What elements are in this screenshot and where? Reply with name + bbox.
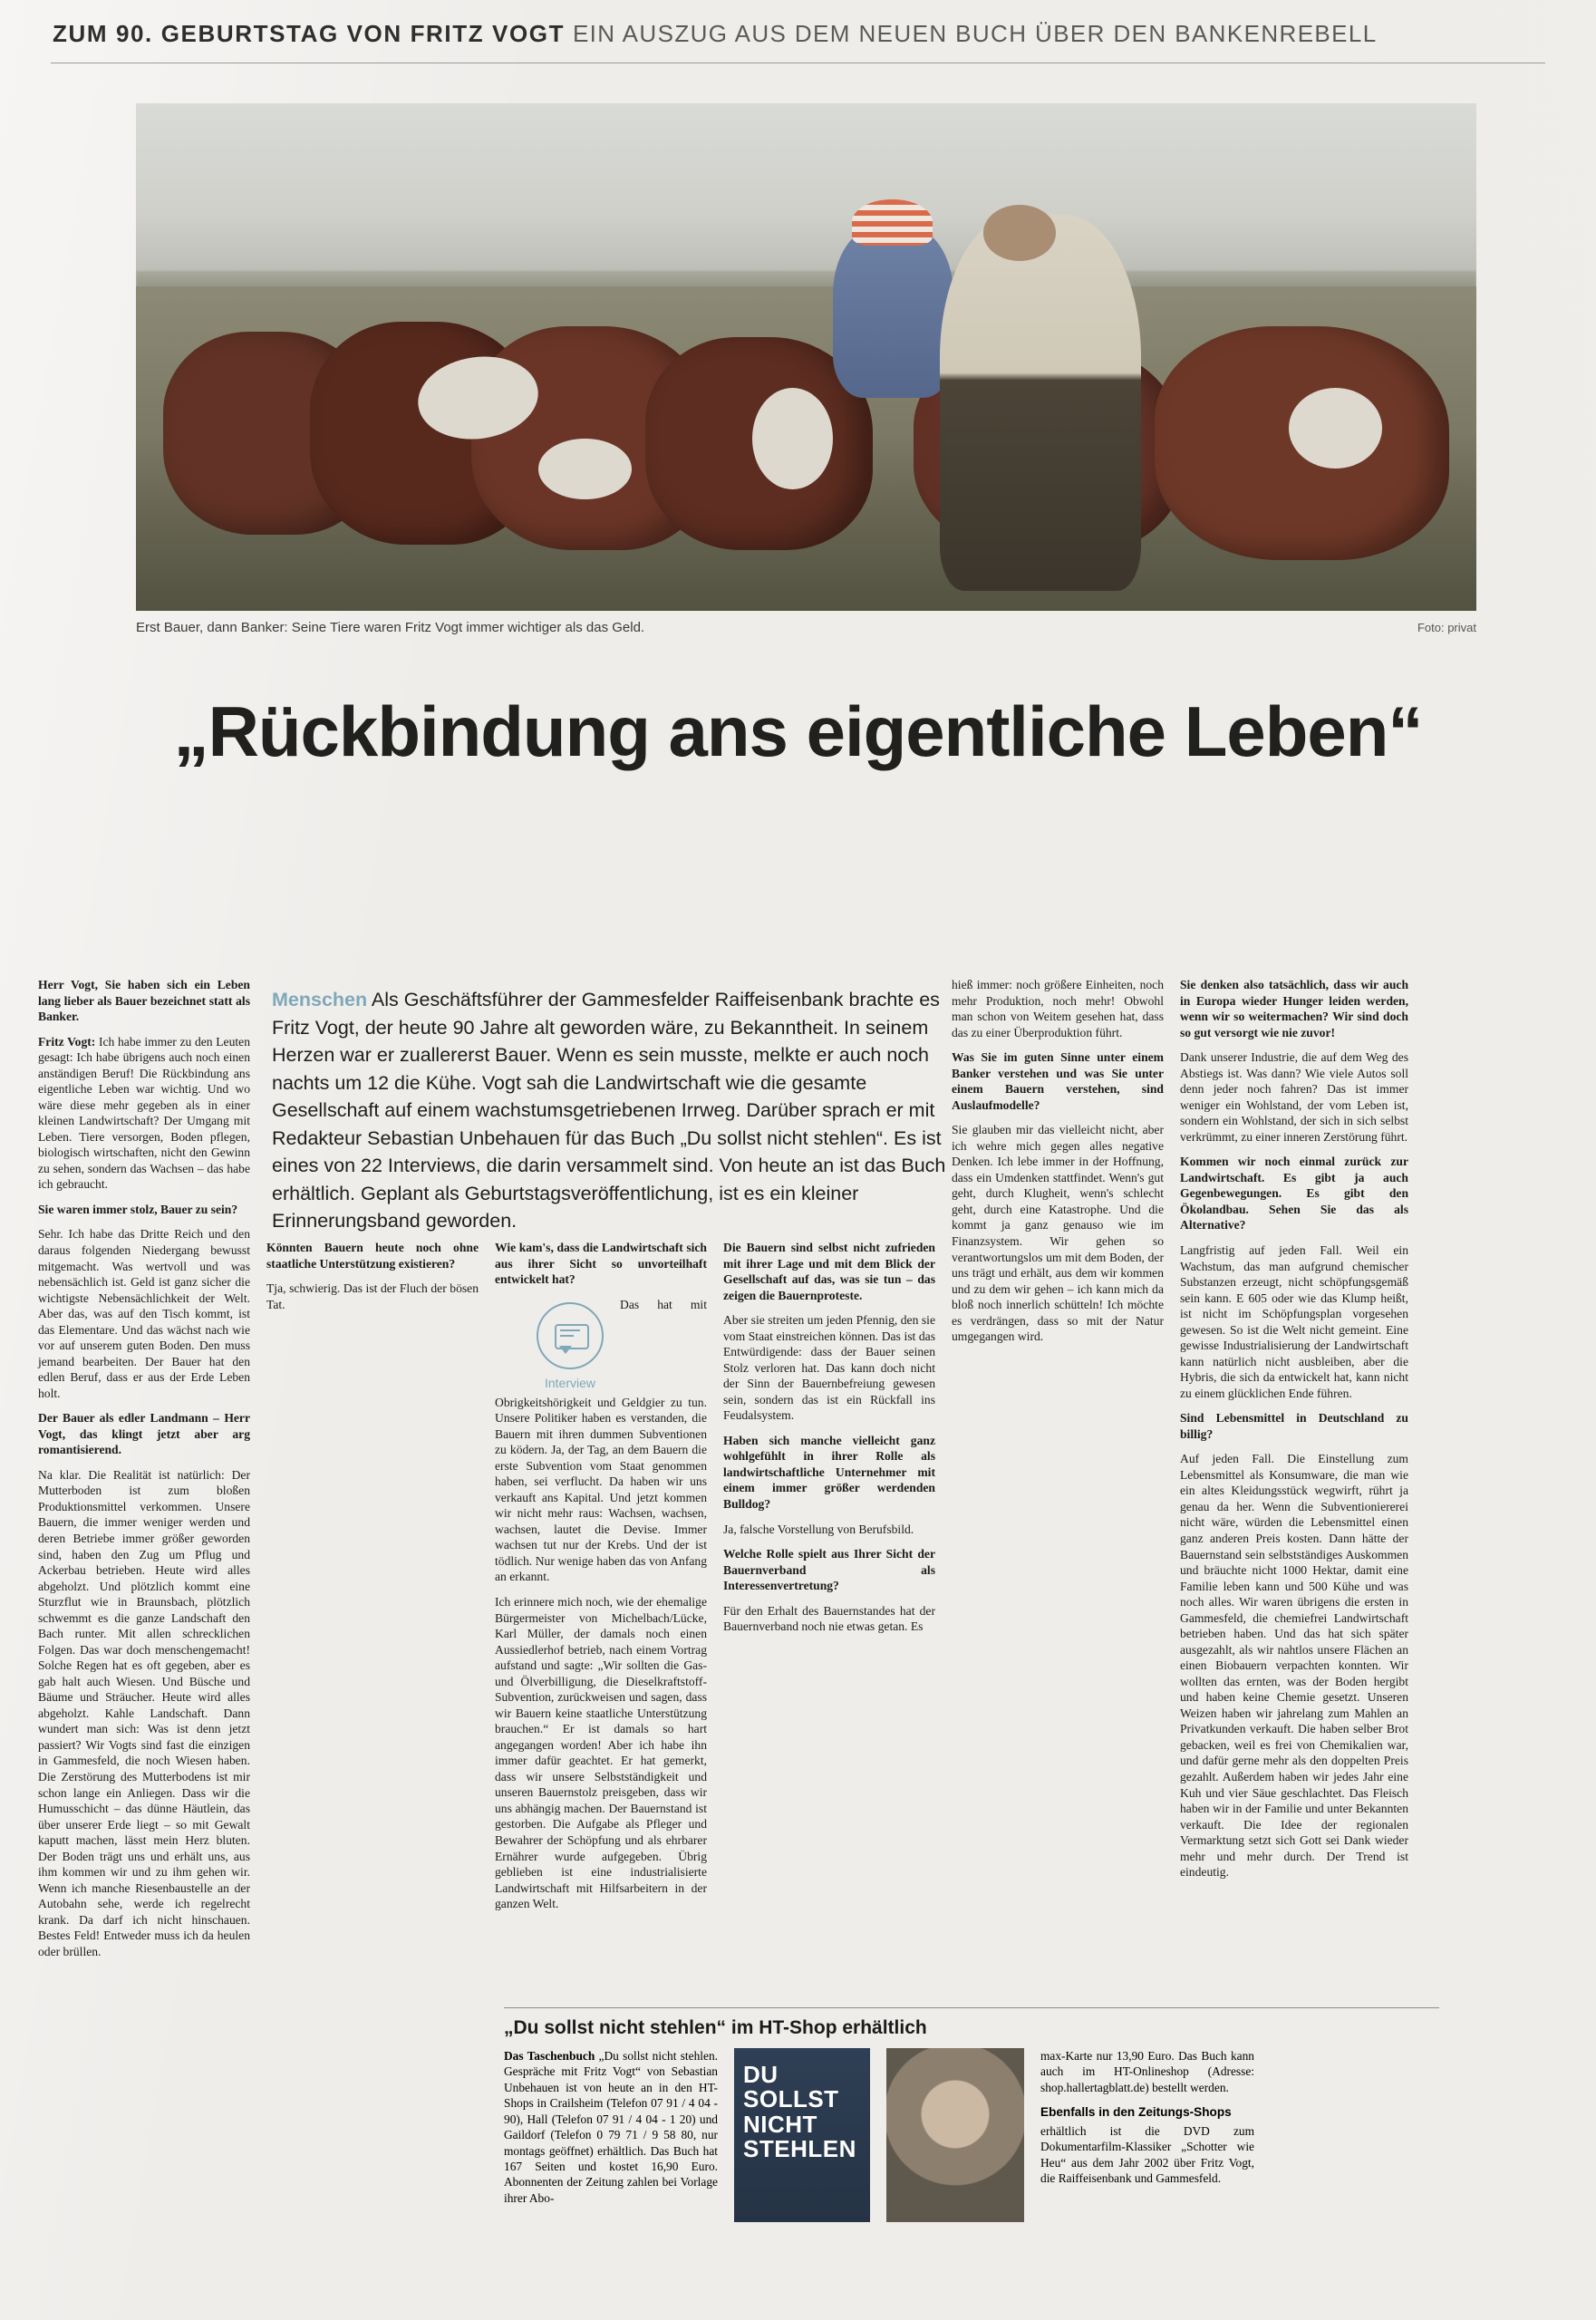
farmer-head	[983, 205, 1056, 261]
interview-badge	[531, 1302, 609, 1391]
kicker-bold: ZUM 90. GEBURTSTAG VON FRITZ VOGT	[53, 20, 566, 47]
question: Haben sich manche vielleicht ganz wohlgefühlt in ihrer Rolle als landwirtschaftliche Unternehmer mit einem immer größer werdenden Bulldog?	[723, 1433, 935, 1511]
answer: Auf jeden Fall. Die Einstellung zum Lebensmittel als Konsumware, die man wie ein altes Kleidungsstück wegwirft, rührt ja genau da her. Wenn die Subventioniererei nicht wäre, würden die Lebensmittel einen ganz anderen Preis kosten. Dann hätte der Bauernstand sein selbstständiges Auskommen und bräuchte nicht 1000 Hektar, damit eine Familie leben kann und 500 Kühe und was noch alles. Wir waren übrigens die ersten in Gammesfeld, die chemiefrei Landwirtschaft betrieben haben. Und das hat sich später ausgezahlt, als wir nahtlos unsere Flächen an einen Biobauern verpachten konnten. Wir wollten das ernten, was der Boden hergibt und haben keine Chemie gesetzt. Unseren Weizen haben wir jahrelang zum Mahlen an Privatkunden verkauft. Die haben selber Brot gebacken, weil es frei von Chemikalien war, und dafür gerne mehr als den doppelten Preis gezahlt. Außerdem haben wir jedes Jahr eine Kuh und vier Säue geschlachtet. Das Fleisch haben wir in der Familie und unter Bekannten verkauft. Die Idee der regionalen Vermarktung setzt sich Gott sei Dank wieder mehr und mehr durch. Der Trend ist eindeutig.	[1180, 1452, 1408, 1880]
author-portrait	[886, 2048, 1024, 2222]
photo-sky	[136, 103, 1476, 286]
shop-info-box	[504, 2007, 1439, 2222]
page-kicker	[38, 20, 1558, 48]
answer: Na klar. Die Realität ist natürlich: Der Mutterboden ist zum bloßen Produktionsmittel verkommen. Unsere Bauern, die immer weniger werden und deren Betriebe immer größer geworden sind, haben den Zug um Pflug und Ackerbau betrieben. Heute wird alles abgeholzt. Und plötzlich kommt eine Sturzflut wie in Braunsbach, plötzlich schwemmt es die ganze Landschaft den Bach runter. Mit allen schrecklichen Folgen. Das war doch menschengemacht! Solche Regen hat es oft gegeben, aber es gab halt auch Wiesen. Und Büsche und Bäume und Sträucher. Heute wird alles abgeholzt. Kahle Landschaft. Dann wundert man sich: Was ist denn jetzt passiert? Wir Vogts sind fast die einzigen in Gammesfeld, die noch Wiesen haben. Die Zerstörung des Mutterbodens ist mir schon lange ein Anliegen. Dass wir die Humusschicht – das dünne Häutlein, das über unserer Erde liegt – so mit Gewalt kaputt machen, lässt mein Herz bluten. Der Boden trägt uns und erhält uns, aus ihm kommen wir und zu ihm gehen wir. Wenn ich manche Riesenbaustelle an der Autobahn sehe, werde ich regelrecht krank. Da darf ich nicht hinschauen. Bestes Feld! Entweder muss ich da heulen oder brüllen.	[38, 1467, 250, 1958]
question: Sie denken also tatsächlich, dass wir auch in Europa wieder Hunger leiden werden, wenn wir so weitermachen? Wir sind doch so gut versorgt wie nie zuvor!	[1180, 978, 1408, 1039]
question: Kommen wir noch einmal zurück zur Landwirtschaft. Es gibt ja auch Gegenbewegungen. Es gibt den Ökolandbau. Sehen Sie das als Alternative?	[1180, 1155, 1408, 1232]
answer	[38, 1034, 250, 1193]
cow-marking	[1289, 388, 1383, 469]
answer: Ja, falsche Vorstellung von Berufsbild.	[723, 1522, 914, 1536]
lead-photo-container	[136, 103, 1476, 665]
child-hat	[852, 199, 933, 245]
answer: Langfristig auf jeden Fall. Weil ein Wachstum, das man aufgrund chemischer Substanzen erzeugt, nicht schöpfungsgemäß sein kann. E 605 oder wie das Klump heißt, ist nicht im Schöpfungsplan vorgesehen gewesen. So ist die Welt nicht gemeint. Eine gewisse Industrialisierung der Landwirtschaft kann natürlich nicht ausbleiben, aber die Hybris, die sich da entwickelt hat, kann nicht zu einem glücklichen Ende führen.	[1180, 1242, 1408, 1400]
question: Der Bauer als edler Landmann – Herr Vogt, das klingt jetzt aber arg romantisierend.	[38, 1411, 250, 1457]
answer: Ich erinnere mich noch, wie der ehemalige Bürgermeister von Michelbach/Lücke, Karl Müller, der damals noch einen Aussiedlerhof betrieb, nach einem Vortrag aufstand und sagte: „Wir sollten die Gas- und Ölverbilligung, die Dieselkraftstoff-Subvention, zurückweisen und sagen, dass wir Bauern keine staatliche Unterstützung brauchen.“ Er ist damals so hart angegangen worden! Aber ich habe ihn immer dafür geachtet. Er hat gemerkt, dass wir unsere Selbstständigkeit und unseren Bauernstolz preisgeben, dass wir uns abhängig machen. Der Bauernstand ist gestorben. Die Aufgabe als Pfleger und Bewahrer der Schöpfung und als ehrbarer Ernährer wurde aufgegeben. Übrig geblieben ist eine industrialisierte Landwirtschaft mit Hilfsarbeitern in der ganzen Welt.	[495, 1595, 707, 1911]
shop-box-lead-in: Das Taschenbuch	[504, 2049, 595, 2063]
shop-box-subheading: Ebenfalls in den Zeitungs-Shops	[1040, 2105, 1232, 2120]
question: Sie waren immer stolz, Bauer zu sein?	[38, 1202, 238, 1216]
answer: Aber sie streiten um jeden Pfennig, den sie vom Staat einstreichen können. Das ist das Entwürdigende: dass der Bauer seinen Stolz verloren hat. Das kann doch nicht der Sinn der Bauernbefreiung gewesen sein, sondern das ist ein Rückfall ins Feudalsystem.	[723, 1313, 935, 1423]
shop-box-body-2: max-Karte nur 13,90 Euro. Das Buch kann auch im HT-Onlineshop (Adresse: shop.hallertagblatt.de) bestellt werden.	[1040, 2049, 1254, 2094]
shop-box-content	[504, 2048, 1439, 2222]
answer: hieß immer: noch größere Einheiten, noch mehr Produktion, noch mehr! Obwohl man schon von Weitem gesehen hat, dass das zu einer Überproduktion führt.	[952, 978, 1164, 1039]
lead-label: Menschen	[272, 989, 368, 1010]
shop-box-title: „Du sollst nicht stehlen“ im HT-Shop erhältlich	[504, 2017, 927, 2038]
cow-marking	[538, 439, 633, 499]
interview-label: Interview	[544, 1375, 596, 1390]
answer: Sie glauben mir das vielleicht nicht, aber ich wehre mich gegen alles negative Denken. Ich lebe immer in der Hoffnung, dass ein Umdenken stattfindet. Wenn's gut geht, durch Klugheit, wenn's schlecht geht, durch eine Katastrophe. Und die kommt ja ganz genauso wie im Finanzsystem. Wir gehen so verantwortungslos um mit dem Boden, der uns trägt und erhält, aus dem wir kommen und zu dem wir gehen – ich kann mich da bloß noch innerlich schütteln! Ich möchte es verdrängen, dass so mit der Natur umgegangen wird.	[952, 1123, 1164, 1344]
photo-caption-row	[136, 620, 1476, 635]
answer: Dank unserer Industrie, die auf dem Weg des Abstiegs ist. Was dann? Wie viele Autos soll denn jeder noch fahren? Das ist immer weniger ein Wohlstand, der vom Leben ist, sondern ein Wohlstand, der sich in sich selbst verkrümmt, zu einer inneren Zerstörung führt.	[1180, 1050, 1408, 1144]
answer: Das hat mit Obrigkeitshörigkeit und Geldgier zu tun. Unsere Politiker haben es verstanden, die Bauern mit ihren dummen Subventionen zu ködern. Ja, der Tag, an dem Bauern die erste Subvention vom Staat genommen haben, sei verflucht. Da haben wir uns verkauft ans Kapital. Und jetzt kommen wir nicht mehr raus: Wachsen, wachsen, wachsen, lautet die Devise. Immer wachsen tut nur der Krebs. Und der ist tödlich. Nur wenige haben das von Anfang an erkannt.	[495, 1297, 707, 1584]
article-column-1	[38, 977, 266, 2306]
question: Wie kam's, dass die Landwirtschaft sich aus ihrer Sicht so unvorteilhaft entwickelt hat?	[495, 1241, 707, 1287]
question: Was Sie im guten Sinne unter einem Banker verstehen und was Sie unter einem Bauern verstehen, sind Auslaufmodelle?	[952, 1050, 1164, 1112]
question: Könnten Bauern heute noch ohne staatliche Unterstützung existieren?	[266, 1241, 479, 1271]
photo-credit: Foto: privat	[1417, 621, 1476, 634]
farmer-figure	[940, 215, 1141, 590]
speech-bubble-icon	[537, 1302, 604, 1369]
answer: Sehr. Ich habe das Dritte Reich und den daraus folgenden Niedergang bewusst mitgemacht. Was wertvoll und was nebensächlich ist. Geld ist ganz sicher die wichtigste Nebensächlichkeit der Welt. Aber das, was auf den Tisch kommt, ist das Elementare. Und das wächst nach wie vor auf unserem guten Boden. Den muss jemand bearbeiten. Der Bauer hat den edlen Beruf, dass er aus der Erde Leben holt.	[38, 1227, 250, 1400]
answer: Tja, schwierig. Das ist der Fluch der bösen Tat.	[266, 1281, 479, 1311]
kicker-light: EIN AUSZUG AUS DEM NEUEN BUCH ÜBER DEN BANKENREBELL	[572, 20, 1378, 47]
lead-photo	[136, 103, 1476, 611]
article-lead	[272, 986, 961, 1235]
shop-box-body-1: „Du sollst nicht stehlen. Gespräche mit Fritz Vogt“ von Sebastian Unbehauen ist von heute an in den HT-Shops in Crailsheim (Telefon 07 91 / 4 04 - 90), Hall (Telefon 07 91 / 4 04 - 1 20) und Gaildorf (Telefon 0 79 71 / 9 58 80, nur montags geöffnet) erhältlich. Das Buch hat 167 Seiten und kostet 16,90 Euro. Abonnenten der Zeitung zahlen bei Vorlage ihrer Abo-	[504, 2049, 718, 2205]
question: Herr Vogt, Sie haben sich ein Leben lang lieber als Bauer bezeichnet statt als Banker.	[38, 978, 250, 1024]
question: Welche Rolle spielt aus Ihrer Sicht der Bauernverband als Interessenvertretung?	[723, 1547, 935, 1593]
photo-caption: Erst Bauer, dann Banker: Seine Tiere waren Fritz Vogt immer wichtiger als das Geld.	[136, 620, 645, 635]
child-figure	[833, 225, 953, 397]
bubble-lines	[560, 1329, 580, 1340]
shop-box-text-1	[504, 2048, 718, 2222]
page-title: „Rückbindung ans eigentliche Leben“	[173, 691, 1423, 771]
speaker-name: Fritz Vogt:	[38, 1034, 96, 1049]
shop-box-text-2	[1040, 2048, 1254, 2222]
lead-text: Als Geschäftsführer der Gammesfelder Raiffeisenbank brachte es Fritz Vogt, der heute 90 Jahre alt geworden wäre, zu Bekanntheit. In seinem Herzen war er zuallererst Bauer. Wenn es sein musste, melkte er auch noch nachts um 12 die Kühe. Vogt sah die Landwirtschaft wie die gesamte Gesellschaft auf einem wachstumsgetriebenen Irrweg. Darüber sprach er mit Redakteur Sebastian Unbehauen für das Buch „Du sollst nicht stehlen“. Es ist eines von 22 Interviews, die darin versammelt sind. Von heute an ist das Buch erhältlich. Geplant als Geburtstagsveröffentlichung, ist es ein kleiner Erinnerungsband geworden.	[272, 989, 946, 1232]
answer-text: Ich habe immer zu den Leuten gesagt: Ich habe übrigens auch noch einen anständigen Beruf! Die Rückbindung ans eigentliche Leben war wichtig. Und wo wäre diese mehr gegeben als in einer kleinen Landwirtschaft? Der Umgang mit Leben. Tiere versorgen, Boden pflegen, biologisch wirtschaften, nicht den Gewinn zu sehen, sondern das Wachsen – das habe ich gebraucht.	[38, 1034, 250, 1192]
answer: Für den Erhalt des Bauernstandes hat der Bauernverband noch nie etwas getan. Es	[723, 1603, 935, 1634]
question: Sind Lebensmittel in Deutschland zu billig?	[1180, 1411, 1408, 1441]
question: Die Bauern sind selbst nicht zufrieden mit ihrer Lage und mit dem Blick der Gesellschaft auf das, was sie tun – das zeigen die Bauernproteste.	[723, 1241, 935, 1302]
book-cover: DU SOLLST NICHT STEHLEN	[734, 2048, 870, 2222]
cow-marking	[752, 388, 833, 489]
shop-box-body-3: erhältlich ist die DVD zum Dokumentarfilm-Klassiker „Schotter wie Heu“ aus dem Jahr 2002 über Fritz Vogt, die Raiffeisenbank und Gammesfeld.	[1040, 2123, 1254, 2186]
